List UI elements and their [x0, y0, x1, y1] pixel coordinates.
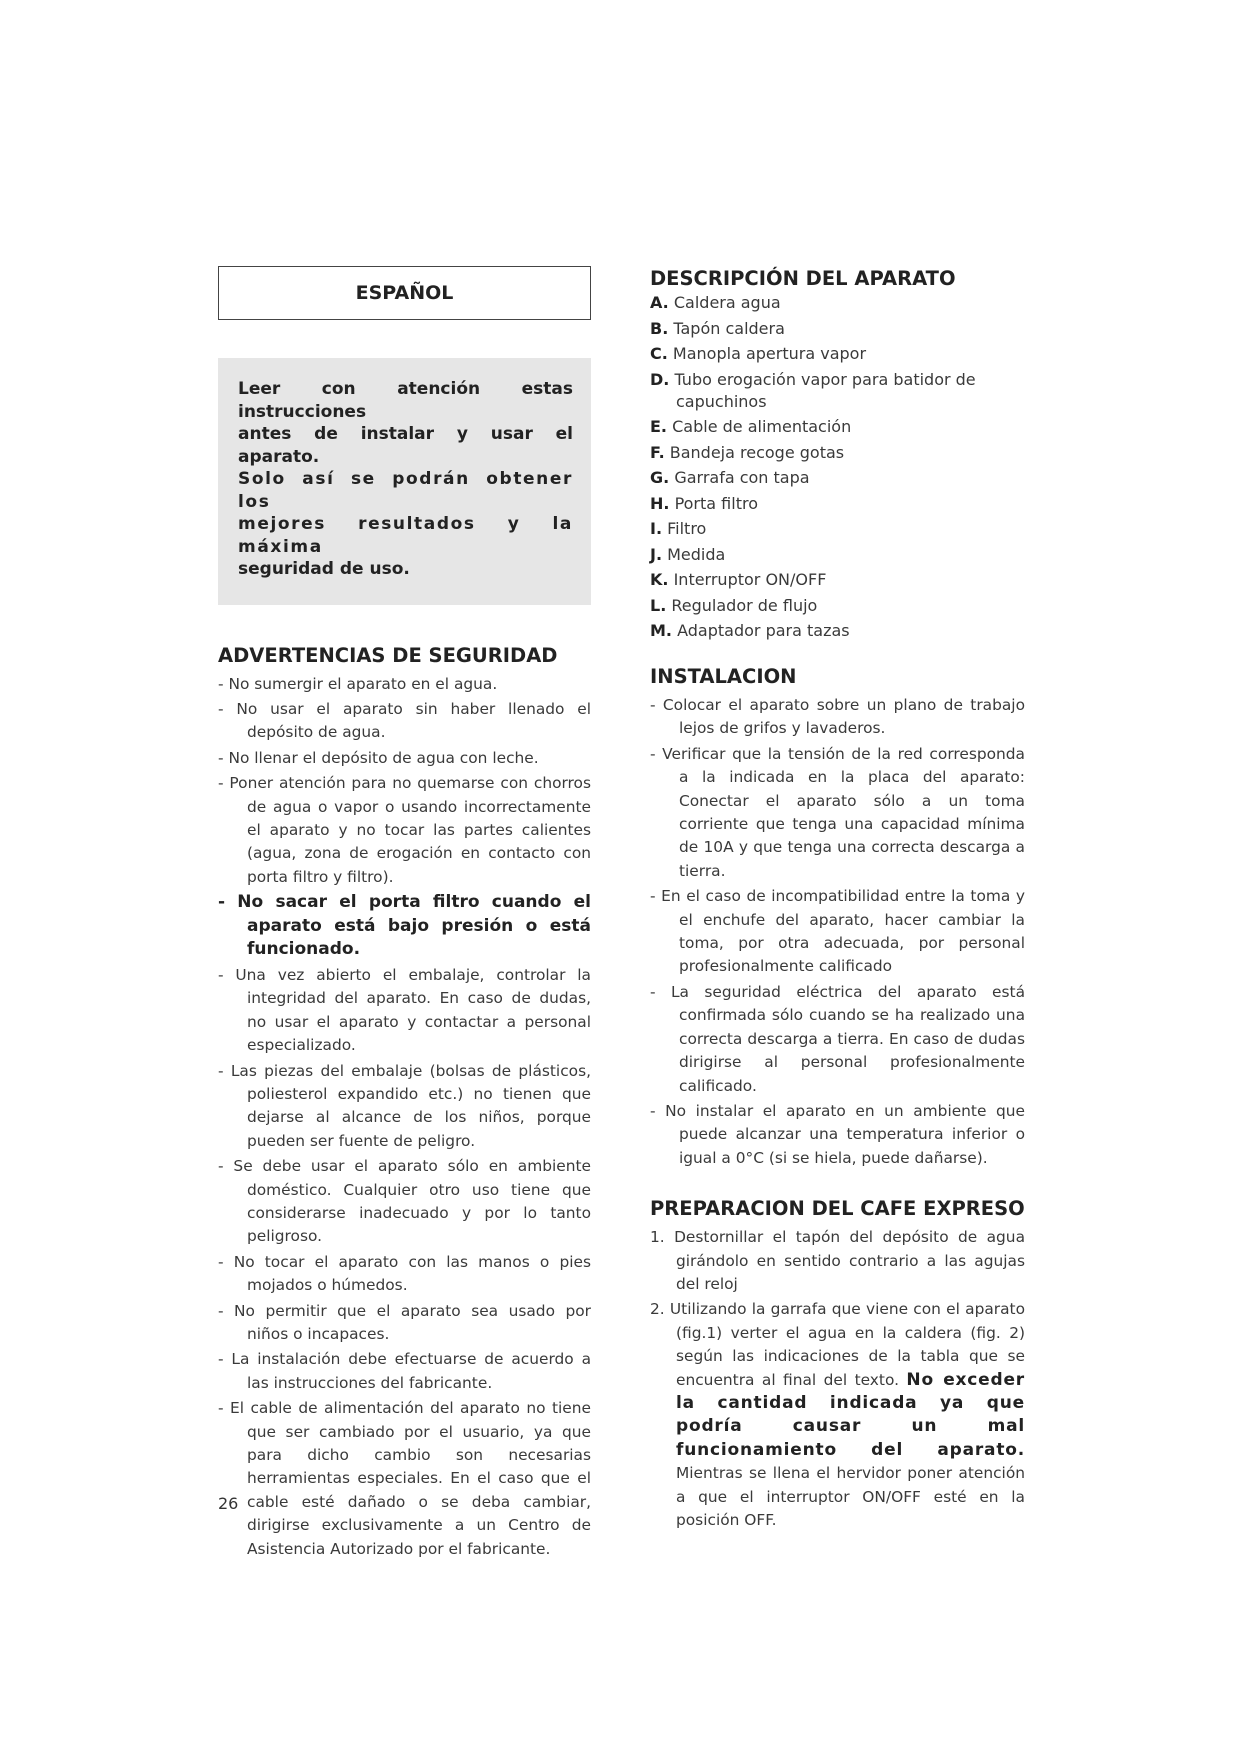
part-item [650, 292, 1025, 314]
safety-item-warning: - No sacar el porta filtro cuando el aparato está bajo presión o está funcionado. [218, 892, 591, 960]
part-item [650, 416, 1025, 438]
part-key: I. [650, 519, 663, 538]
right-column [650, 266, 1025, 1534]
part-item [650, 493, 1025, 515]
part-item [650, 467, 1025, 489]
preparation-step [650, 1298, 1025, 1532]
part-text: Cable de alimentación [672, 417, 852, 436]
part-key: B. [650, 318, 669, 338]
part-text: Bandeja recoge gotas [669, 442, 845, 462]
part-text: Porta filtro [674, 493, 758, 513]
part-text: Caldera agua [673, 293, 781, 312]
left-column [218, 266, 591, 1563]
safety-item: - Se debe usar el aparato sólo en ambiente doméstico. Cualquier otro uso tiene que considerarse inadecuado y por lo tanto peligroso. [218, 1157, 591, 1246]
installation-item: - No instalar el aparato en un ambiente que puede alcanzar una temperatura inferior o igual a 0°C (si se hiela, puede dañarse). [650, 1101, 1025, 1167]
safety-item: - No sumergir el aparato en el agua. [218, 674, 498, 693]
part-key: A. [650, 293, 669, 312]
part-item [650, 620, 1025, 642]
safety-heading: ADVERTENCIAS DE SEGURIDAD [218, 643, 558, 667]
installation-item: - En el caso de incompatibilidad entre la toma y el enchufe del aparato, hacer cambiar la toma, por otra adecuada, por personal profesionalmente calificado [650, 887, 1025, 976]
part-text: Filtro [667, 519, 707, 538]
notice-line: Leer con atención estas instrucciones [238, 379, 573, 422]
notice-line: Solo así se podrán obtener los [238, 469, 573, 512]
step-text: Mientras se llena el hervidor poner atención a que el interruptor ON/OFF esté en la posición OFF. [676, 1464, 1025, 1529]
installation-list [650, 694, 1025, 1170]
part-text: Garrafa con tapa [674, 468, 810, 487]
parts-list [650, 292, 1025, 642]
step-warning-text: No exceder la cantidad indicada ya que podría causar un mal funcionamiento del aparato. [676, 1369, 1025, 1460]
safety-item: - No llenar el depósito de agua con leche. [218, 748, 539, 767]
part-text: Adaptador para tazas [677, 621, 850, 640]
part-text: Tubo erogación vapor para batidor de capuchinos [674, 369, 976, 411]
safety-list [218, 673, 591, 1562]
description-heading: DESCRIPCIÓN DEL APARATO [650, 267, 956, 290]
part-key: M. [650, 621, 672, 640]
safety-item: - No tocar el aparato con las manos o pies mojados o húmedos. [218, 1252, 591, 1295]
part-key: J. [650, 544, 663, 564]
notice-line: mejores resultados y la máxima [238, 514, 573, 557]
preparation-steps [650, 1226, 1025, 1532]
step-text: 2. Utilizando la garrafa que viene con el aparato (fig.1) verter el agua en la caldera (fig. 2) según las indicaciones de la tabla que se encuentra al final del texto. [650, 1300, 1025, 1389]
part-key: L. [650, 595, 667, 615]
language-label: ESPAÑOL [355, 282, 454, 304]
preparation-step: 1. Destornillar el tapón del depósito de agua girándolo en sentido contrario a las agujas del reloj [650, 1228, 1025, 1293]
language-label-box [218, 266, 591, 320]
part-text: Regulador de flujo [671, 595, 818, 615]
part-key: C. [650, 344, 668, 363]
installation-item: - Verificar que la tensión de la red corresponda a la indicada en la placa del aparato: Conectar el aparato sólo a un toma corriente que tenga una capacidad mínima de 10A y que tenga una correcta descarga a tierra. [650, 744, 1025, 880]
preparation-heading: PREPARACION DEL CAFE EXPRESO [650, 1197, 1025, 1221]
part-key: E. [650, 417, 668, 436]
safety-item: - La instalación debe efectuarse de acuerdo a las instrucciones del fabricante. [218, 1350, 591, 1392]
part-key: G. [650, 468, 670, 487]
safety-item: - Una vez abierto el embalaje, controlar la integridad del aparato. En caso de dudas, no usar el aparato y contactar a personal especializado. [218, 965, 591, 1055]
part-item [650, 595, 1025, 617]
safety-item: - El cable de alimentación del aparato no tiene que ser cambiado por el usuario, ya que para dicho cambio son necesarias herramientas especiales. En el caso que el cable esté dañado o se deba cambiar, dirigirse exclusivamente a un Centro de Asistencia Autorizado por el fabricante. [218, 1399, 591, 1558]
part-key: D. [650, 369, 670, 389]
read-instructions-notice [218, 358, 591, 605]
part-text: Medida [667, 544, 726, 564]
part-key: H. [650, 493, 670, 513]
installation-item: - La seguridad eléctrica del aparato está confirmada sólo cuando se ha realizado una correcta descarga a tierra. En caso de dudas dirigirse al personal profesionalmente calificado. [650, 982, 1025, 1095]
safety-item: - No usar el aparato sin haber llenado el depósito de agua. [218, 699, 591, 742]
notice-line: seguridad de uso. [238, 559, 410, 579]
part-item [650, 518, 1025, 540]
safety-item: - Poner atención para no quemarse con chorros de agua o vapor o usando incorrectamente el aparato y no tocar las partes calientes (agua, zona de erogación en contacto con porta filtro y filtro). [218, 774, 591, 886]
part-text: Tapón caldera [673, 318, 785, 338]
part-item [650, 569, 1025, 591]
installation-item: - Colocar el aparato sobre un plano de trabajo lejos de grifos y lavaderos. [650, 696, 1025, 738]
notice-line: antes de instalar y usar el aparato. [238, 424, 573, 467]
page-number: 26 [218, 1494, 239, 1513]
part-item [650, 318, 1025, 340]
safety-item: - Las piezas del embalaje (bolsas de plásticos, poliesterol expandido etc.) no tienen que dejarse al alcance de los niños, porque pueden ser fuente de peligro. [218, 1061, 591, 1150]
part-item [650, 369, 1025, 413]
part-item [650, 544, 1025, 566]
part-key: F. [650, 442, 665, 462]
part-text: Interruptor ON/OFF [673, 570, 827, 589]
part-item [650, 442, 1025, 464]
safety-item: - No permitir que el aparato sea usado por niños o incapaces. [218, 1301, 591, 1344]
installation-heading: INSTALACION [650, 665, 797, 688]
part-text: Manopla apertura vapor [672, 344, 867, 363]
part-item [650, 343, 1025, 365]
part-key: K. [650, 570, 669, 589]
